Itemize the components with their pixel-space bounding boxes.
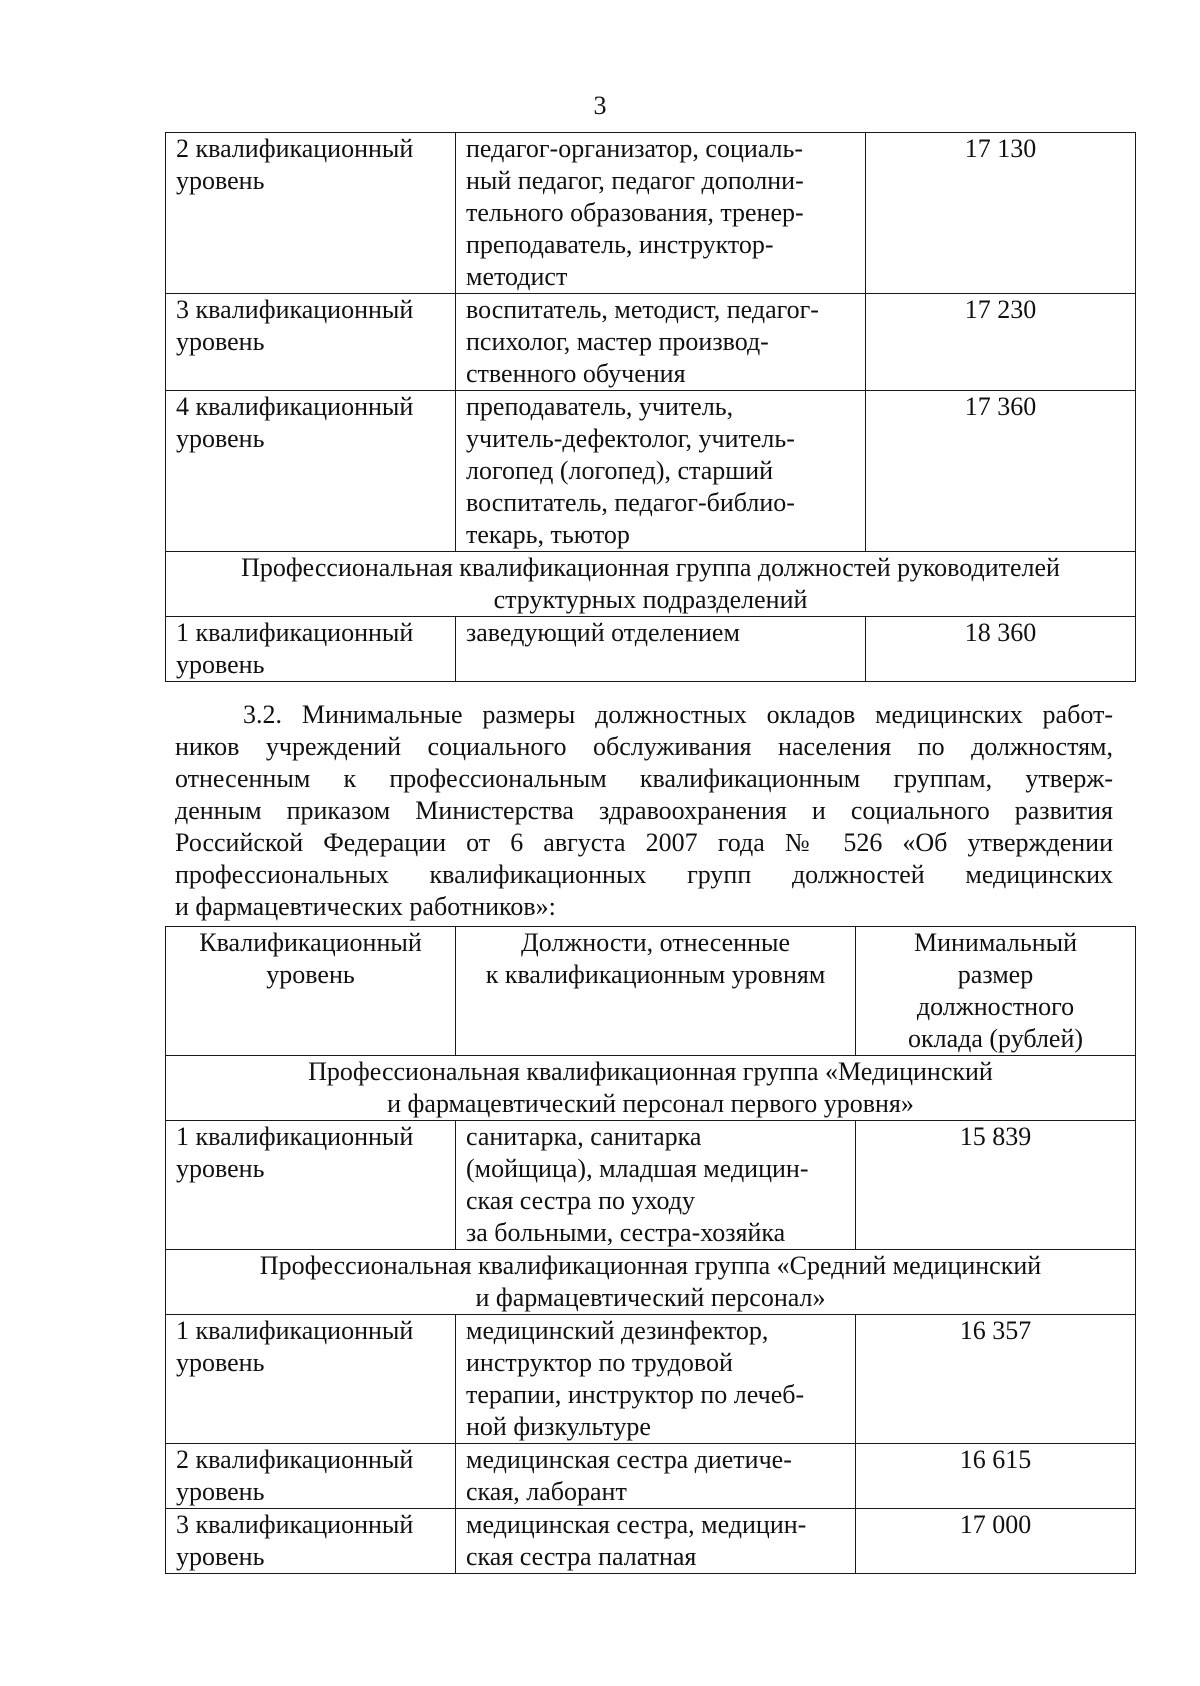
minimum-salary: 16 357 — [856, 1315, 1136, 1444]
minimum-salary: 17 230 — [866, 294, 1136, 391]
position-line: заведующий отделением — [466, 618, 740, 647]
position-line: психолог, мастер производ- — [466, 327, 769, 356]
position-line: медицинский дезинфектор, — [466, 1316, 769, 1345]
position-line: методист — [466, 262, 568, 291]
positions-list — [456, 294, 866, 391]
position-line: текарь, тьютор — [466, 520, 630, 549]
table2-body — [166, 1056, 1136, 1574]
group-heading-row — [166, 552, 1136, 617]
position-line: терапии, инструктор по лечеб- — [466, 1380, 805, 1409]
positions-list — [456, 1444, 856, 1509]
table1-body — [166, 133, 1136, 682]
table-row — [166, 1509, 1136, 1574]
positions-list — [456, 1509, 856, 1574]
header-text-line: должностного — [916, 992, 1075, 1021]
group-heading-line: и фармацевтический персонал» — [475, 1283, 826, 1312]
position-line: тельного образования, тренер- — [466, 198, 804, 227]
minimum-salary: 17 000 — [856, 1509, 1136, 1574]
table-row — [166, 391, 1136, 552]
header-text-line: Квалификационный — [199, 928, 422, 957]
position-line: преподаватель, инструктор- — [466, 230, 774, 259]
position-line: медицинская сестра, медицин- — [466, 1510, 807, 1539]
group-heading-line: и фармацевтический персонал первого уровня» — [387, 1089, 914, 1118]
group-heading-row — [166, 1250, 1136, 1315]
table2-header — [166, 927, 1136, 1056]
positions-list — [456, 1121, 856, 1250]
positions-list — [456, 133, 866, 294]
minimum-salary: 16 615 — [856, 1444, 1136, 1509]
header-text-line: размер — [957, 960, 1034, 989]
position-line: учитель-дефектолог, учитель- — [466, 424, 795, 453]
header-text-line: Должности, отнесенные — [520, 928, 791, 957]
minimum-salary: 17 130 — [866, 133, 1136, 294]
group-heading-line: Профессиональная квалификационная группа «Средний медицинский — [259, 1251, 1042, 1280]
positions-list — [456, 391, 866, 552]
position-line: ская сестра по уходу — [466, 1186, 695, 1215]
paragraph-line: денным приказом Министерства здравоохранения и социального развития — [175, 796, 1113, 825]
position-line: ственного обучения — [466, 359, 686, 388]
section-3-2-paragraph — [175, 699, 1113, 923]
qualification-level: 2 квалификационный уровень — [166, 1444, 456, 1509]
position-line: за больными, сестра-хозяйка — [466, 1218, 786, 1247]
positions-table-medical — [165, 926, 1136, 1574]
paragraph-line: ников учреждений социального обслуживания населения по должностям, — [175, 732, 1113, 761]
positions-list — [456, 617, 866, 682]
table-header-row — [166, 927, 1136, 1056]
qualification-level: 2 квалификационный уровень — [166, 133, 456, 294]
positions-list — [456, 1315, 856, 1444]
minimum-salary: 15 839 — [856, 1121, 1136, 1250]
header-salary — [856, 927, 1136, 1056]
qualification-level: 1 квалификационный уровень — [166, 617, 456, 682]
group-heading-line: Профессиональная квалификационная группа должностей руководителей — [241, 553, 1060, 582]
minimum-salary: 18 360 — [866, 617, 1136, 682]
paragraph-line: Российской Федерации от 6 августа 2007 года № 526 «Об утверждении — [175, 828, 1113, 857]
position-line: воспитатель, методист, педагог- — [466, 295, 819, 324]
header-text-line: Минимальный — [913, 928, 1078, 957]
group-heading-line: Профессиональная квалификационная группа «Медицинский — [308, 1057, 993, 1086]
position-line: санитарка, санитарка — [466, 1122, 702, 1151]
position-line: медицинская сестра диетиче- — [466, 1445, 792, 1474]
page-number: 3 — [593, 91, 607, 120]
qualification-level: 4 квалификационный уровень — [166, 391, 456, 552]
table-row — [166, 617, 1136, 682]
group-heading — [166, 552, 1136, 617]
qualification-level: 3 квалификационный уровень — [166, 294, 456, 391]
table-row — [166, 294, 1136, 391]
table-row — [166, 1121, 1136, 1250]
position-line: инструктор по трудовой — [466, 1348, 733, 1377]
group-heading-line: структурных подразделений — [493, 585, 808, 614]
paragraph-line: и фармацевтических работников»: — [175, 892, 556, 921]
table-row — [166, 1315, 1136, 1444]
paragraph-line: отнесенным к профессиональным квалификационным группам, утверж- — [175, 764, 1113, 793]
qualification-level: 3 квалификационный уровень — [166, 1509, 456, 1574]
header-text-line: уровень — [266, 960, 355, 989]
position-line: (мойщица), младшая медицин- — [466, 1154, 809, 1183]
group-heading — [166, 1250, 1136, 1315]
group-heading — [166, 1056, 1136, 1121]
position-line: ская, лаборант — [466, 1477, 627, 1506]
header-text-line: к квалификационным уровням — [485, 960, 826, 989]
position-line: воспитатель, педагог-библио- — [466, 488, 795, 517]
paragraph-line: профессиональных квалификационных групп должностей медицинских — [175, 860, 1113, 889]
position-line: преподаватель, учитель, — [466, 392, 734, 421]
position-line: ной физкультуре — [466, 1412, 651, 1441]
header-level — [166, 927, 456, 1056]
position-line: ская сестра палатная — [466, 1542, 697, 1571]
position-line: логопед (логопед), старший — [466, 456, 774, 485]
paragraph-line: 3.2. Минимальные размеры должностных окладов медицинских работ- — [243, 700, 1113, 729]
positions-table-pedagogical — [165, 132, 1136, 682]
group-heading-row — [166, 1056, 1136, 1121]
qualification-level: 1 квалификационный уровень — [166, 1315, 456, 1444]
header-positions — [456, 927, 856, 1056]
minimum-salary: 17 360 — [866, 391, 1136, 552]
table-row — [166, 1444, 1136, 1509]
position-line: ный педагог, педагог дополни- — [466, 166, 804, 195]
position-line: педагог-организатор, социаль- — [466, 134, 804, 163]
header-text-line: оклада (рублей) — [907, 1024, 1084, 1053]
qualification-level: 1 квалификационный уровень — [166, 1121, 456, 1250]
table-row — [166, 133, 1136, 294]
